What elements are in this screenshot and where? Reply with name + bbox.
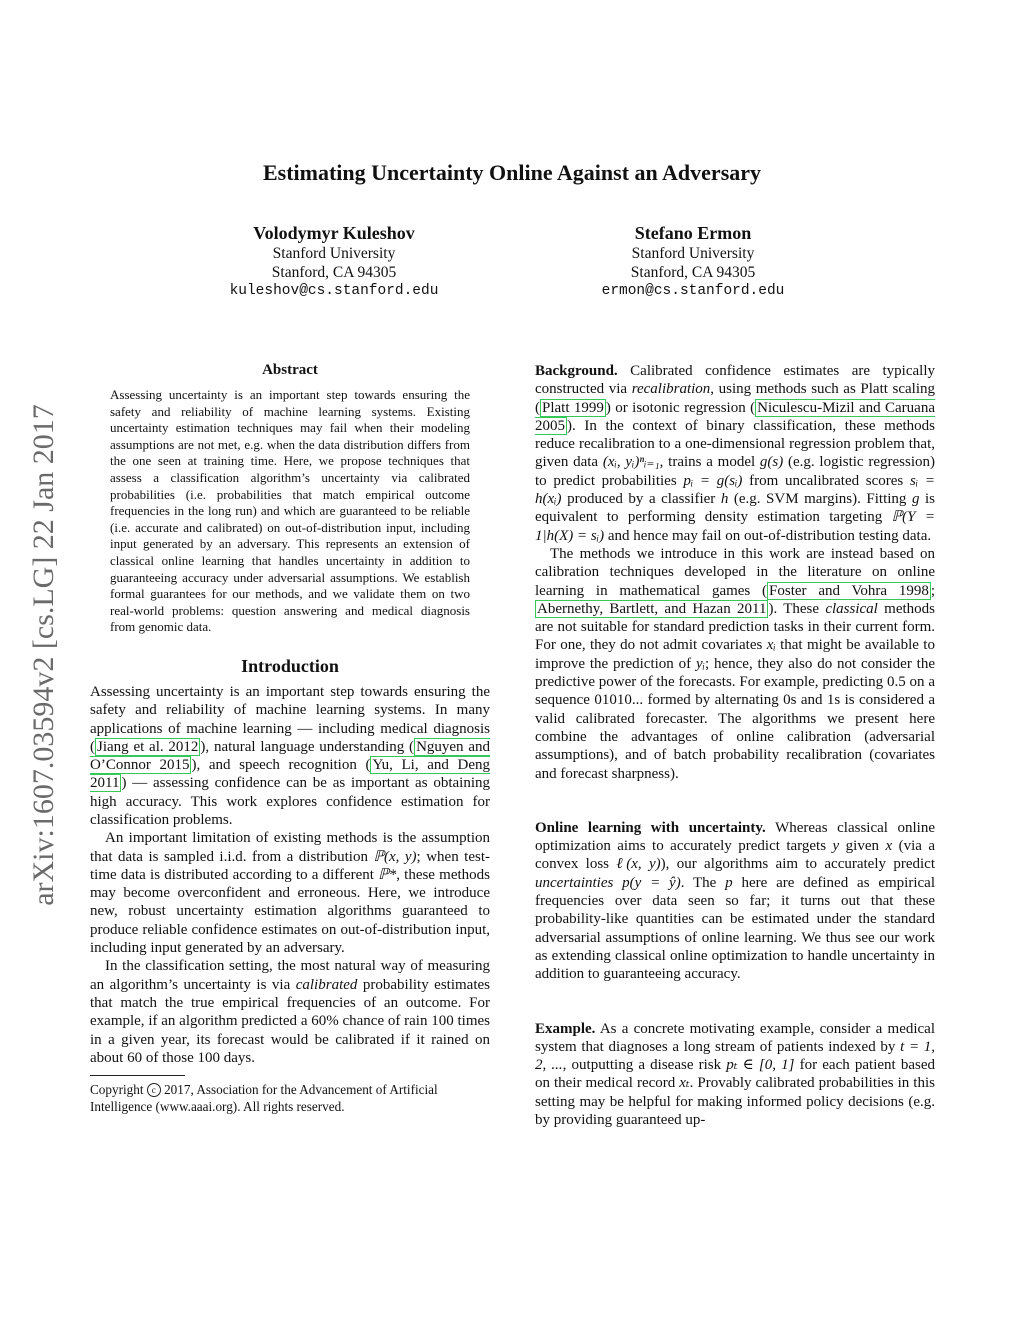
author-address: Stanford, CA 94305 <box>271 264 397 281</box>
text-run: for each patient based on their medical record <box>535 1057 935 1092</box>
left-column <box>90 362 490 1115</box>
text-run: ; hence, they also do not consider the predictive power of the forecasts. For example, predicting 0.5 on a sequence 01010... formed by alternating 0s and 1s is considered a valid calibrated forecaster. The algorithms we present here combine the advantages of online calibration (adversarial assumptions), and of batch probability recalibration (covariates and forecast sharpness). <box>535 655 935 782</box>
text-run: is equivalent to performing density estimation targeting <box>535 491 935 526</box>
math-expression: h <box>720 491 729 508</box>
abstract-text: Assessing uncertainty is an important step towards ensuring the safety and reliability of machine learning systems. Existing uncertainty estimation techniques may fail when their modeling assumptions are not met, e.g. when the data distribution differs from the one seen at training time. Here, we propose techniques that assess a classification algorithm’s uncertainty via calibrated probabilities (i.e. probabilities that match empirical outcome frequencies in the long run) and which are guaranteed to be reliable (i.e. accurate and calibrated) on out-of-distribution input, including input generated by an adversary. This represents an extension of classical online learning that handles uncertainty in addition to guaranteeing accuracy under adversarial assumptions. We establish formal guarantees for our methods, and we validate them on two real-world problems: question answering and medical diagnosis from genomic data. <box>110 387 470 635</box>
text-run: , trains a model <box>659 454 760 471</box>
citation-link[interactable]: Platt 1999 <box>542 399 604 416</box>
math-expression: yᵢ <box>695 655 705 672</box>
text-run: ; when test-time data is distributed according to a different <box>90 848 491 883</box>
text-run: probability estimates that match the true empirical frequencies of an outcome. For example, if an algorithm predicted a 60% chance of rain 100 times in a given year, its forecast would be calibrated if it rained on about 60 of those 100 days. <box>90 976 491 1066</box>
text-run: , outputting a disease risk <box>562 1057 727 1074</box>
math-expression: g <box>911 491 920 508</box>
text-run: methods are not suitable for standard prediction tasks in their current form. For one, they do not admit covariates <box>535 600 935 654</box>
math-expression: xᵢ <box>766 637 776 654</box>
text-run: . Provably calibrated probabilities in this setting may be helpful for making informed policy decisions (e.g. by providing guaranteed up- <box>535 1075 935 1128</box>
text-run: Assessing uncertainty is an important step towards ensuring the safety and reliability of machine learning systems. In many applications of machine learning — including medical diagnosis ( <box>90 683 490 755</box>
run-in-heading: Online learning with uncertainty. <box>535 819 766 836</box>
run-in-heading: Background. <box>535 363 618 379</box>
math-expression: ℙ* <box>378 866 397 883</box>
text-run: . The <box>680 874 726 891</box>
author-block-2 <box>543 222 843 301</box>
math-expression: t = 1, 2, ... <box>535 1038 935 1074</box>
text-run: , these methods may become overconfident and erroneous. Here, we introduce new, robust uncertainty estimation algorithms guaranteed to produce reliable confidence estimates on out-of-distribution input, including input generated by an adversary. <box>90 866 490 957</box>
copyright-symbol: c <box>147 1083 161 1097</box>
emphasis: calibrated <box>295 976 358 993</box>
citation-link[interactable]: Nguyen and O’Connor 2015 <box>90 738 490 774</box>
math-expression: g(s) <box>759 454 784 471</box>
math-expression: x <box>885 838 893 855</box>
author-block-1 <box>184 222 484 301</box>
text-run: from uncalibrated scores <box>742 472 910 489</box>
emphasis: recalibration <box>631 381 711 398</box>
text-run: Whereas classical online optimization aims to accurately predict targets <box>535 819 935 855</box>
math-expression: xₜ <box>679 1075 690 1092</box>
text-run: (via a convex loss <box>535 838 936 873</box>
example-paragraph <box>535 1020 935 1130</box>
text-run: The methods we introduce in this work are instead based on calibration techniques developed in the literature on online learning in mathematical games ( <box>535 545 935 599</box>
right-column <box>535 362 935 1129</box>
author-name: Stefano Ermon <box>634 223 752 243</box>
math-expression: (xᵢ, yᵢ)ⁿᵢ₌₁ <box>602 454 660 471</box>
text-run: ), natural language understanding ( <box>200 738 415 755</box>
text-run: ) — assessing confidence can be as important as obtaining high accuracy. This work explores confidence estimation for classification problems. <box>90 775 490 828</box>
text-run: and hence may fail on out-of-distribution testing data. <box>604 527 932 544</box>
text-run: (e.g. logistic regression) to predict probabilities <box>535 454 935 489</box>
citation-link[interactable]: Abernethy, Bartlett, and Hazan 2011 <box>537 600 767 617</box>
citation-link[interactable]: Yu, Li, and Deng 2011 <box>90 757 490 792</box>
text-run: ). These <box>768 600 826 617</box>
text-run: (e.g. SVM margins). Fitting <box>728 491 912 508</box>
arxiv-identifier: arXiv:1607.03594v2 [cs.LG] 22 Jan 2017 <box>27 404 60 906</box>
text-run: In the classification setting, the most natural way of measuring an algorithm’s uncertainty is via <box>90 958 490 993</box>
math-expression: y <box>832 838 840 855</box>
run-in-heading: Example. <box>535 1020 596 1037</box>
footnote-rule <box>90 1075 185 1076</box>
math-expression: ℙ(Y = 1|h(X) = sᵢ) <box>535 509 935 544</box>
text-run: 2017, Association for the Advancement of Artificial Intelligence (www.aaai.org). All rights reserved. <box>90 1082 438 1114</box>
author-affiliation: Stanford University <box>272 245 396 262</box>
text-run: ; <box>930 582 935 599</box>
author-affiliation: Stanford University <box>631 245 755 262</box>
author-email: kuleshov@cs.stanford.edu <box>229 283 439 299</box>
math-expression: pᵢ = g(sᵢ) <box>683 472 743 489</box>
text-run: ) or isotonic regression ( <box>605 399 756 416</box>
text-run: given <box>839 838 886 855</box>
text-run: ), and speech recognition ( <box>191 757 371 774</box>
introduction-heading: Introduction <box>241 655 339 676</box>
copyright-notice <box>90 1082 490 1115</box>
intro-paragraph-2 <box>90 829 490 957</box>
text-run: An important limitation of existing methods is the assumption that data is sampled i.i.d. from a distribution <box>90 830 490 865</box>
citation-link[interactable]: Foster and Vohra 1998 <box>769 582 929 599</box>
math-expression: p(y = ŷ) <box>613 874 681 891</box>
text-run: produced by a classifier <box>561 491 721 508</box>
arxiv-sidebar <box>18 360 70 950</box>
math-expression: sᵢ = h(xᵢ) <box>535 472 935 508</box>
emphasis: uncertainties <box>535 874 614 891</box>
abstract-heading: Abstract <box>262 362 318 378</box>
text-run: ), our algorithms aim to accurately predict <box>660 856 935 873</box>
math-expression: pₜ ∈ [0, 1] <box>726 1057 795 1074</box>
math-expression: p <box>725 874 733 891</box>
author-address: Stanford, CA 94305 <box>630 264 756 281</box>
author-name: Volodymyr Kuleshov <box>253 223 415 243</box>
text-run: Calibrated confidence estimates are typically constructed via <box>535 363 935 398</box>
text-run: here are defined as empirical frequencies over data seen so far; it turns out that these probability-like quantities can be estimated under the standard adversarial assumptions of online learning. We thus see our work as extending classical online optimization to handle uncertainty in addition to guaranteeing accuracy. <box>535 874 935 983</box>
math-expression: ℓ(x, y) <box>616 856 661 873</box>
intro-paragraph-1 <box>90 683 490 829</box>
text-run: ). In the context of binary classification, these methods reduce recalibration to a one-dimensional regression problem that, given data <box>535 417 935 471</box>
text-run: As a concrete motivating example, consider a medical system that diagnoses a long stream of patients indexed by <box>535 1020 935 1055</box>
intro-paragraph-3 <box>90 957 490 1067</box>
text-run: , using methods such as Platt scaling ( <box>535 381 935 416</box>
math-expression: ℙ(x, y) <box>373 848 417 865</box>
methods-paragraph <box>535 545 935 783</box>
author-email: ermon@cs.stanford.edu <box>601 283 785 299</box>
background-paragraph <box>535 362 935 545</box>
text-run: that might be available to improve the prediction of <box>535 637 935 672</box>
online-learning-paragraph <box>535 819 935 984</box>
citation-link[interactable]: Jiang et al. 2012 <box>97 738 199 755</box>
citation-link[interactable]: Niculescu-Mizil and Caruana 2005 <box>535 399 935 434</box>
text-run: Copyright <box>90 1082 147 1098</box>
paper-title: Estimating Uncertainty Online Against an Adversary <box>262 160 762 185</box>
emphasis: classical <box>825 600 878 617</box>
